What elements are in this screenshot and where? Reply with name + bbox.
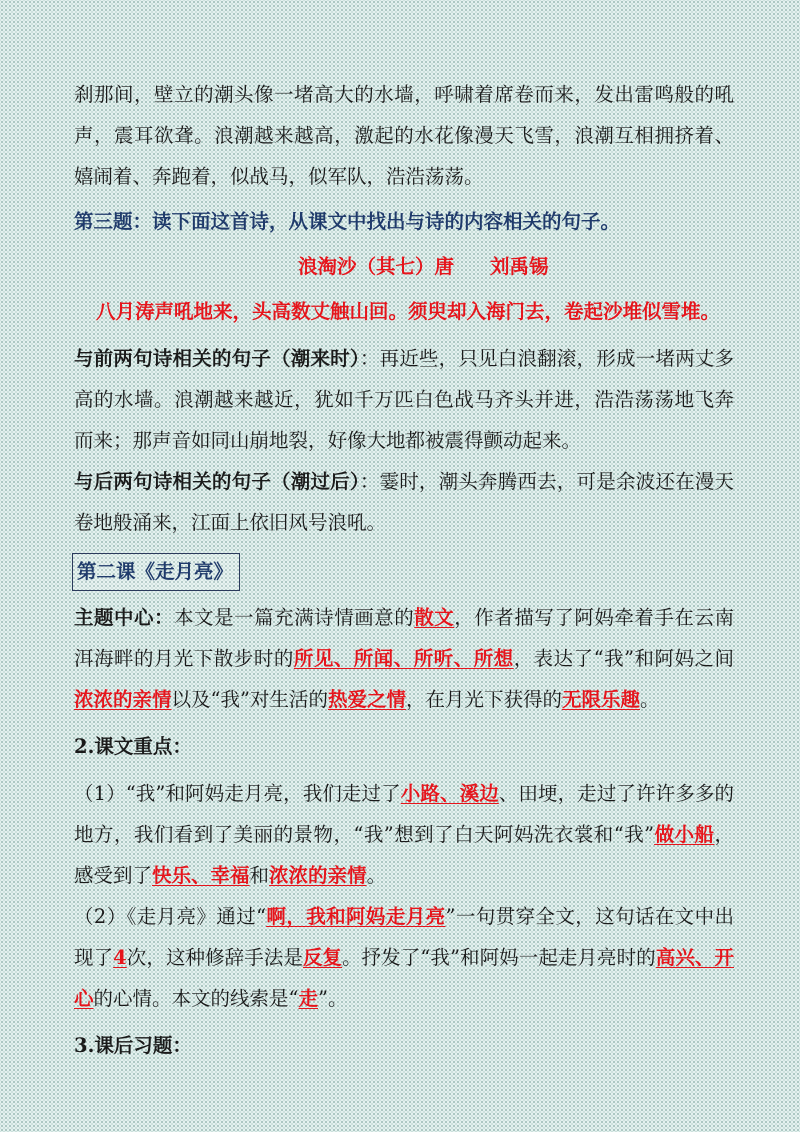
poem-title: 浪淘沙（其七）唐 xyxy=(298,255,455,278)
question-3-heading: 第三题：读下面这首诗，从课文中找出与诗的内容相关的句子。 xyxy=(74,210,621,233)
related-front-paragraph xyxy=(74,338,734,461)
theme-text: ，表达了“我”和阿妈之间 xyxy=(513,647,734,670)
point-text: （1）“我”和阿妈走月亮，我们走过了 xyxy=(74,782,401,805)
poem-author: 刘禹锡 xyxy=(490,255,549,278)
point-text: 的心情。本文的线索是“ xyxy=(93,987,299,1010)
point-keyword: 4 xyxy=(113,946,127,969)
theme-keyword: 所见、所闻、所听、所想 xyxy=(293,647,514,670)
theme-paragraph xyxy=(74,597,734,720)
theme-text: 以及“我”对生活的 xyxy=(171,688,328,711)
theme-text: ，在月光下获得的 xyxy=(405,688,562,711)
point-keyword: 做小船 xyxy=(654,823,715,846)
related-back-text: ：霎时，潮头奔腾西去，可是余波还在漫天卷地般涌来，江面上依旧风号浪吼。 xyxy=(74,470,734,534)
point-keyword: 高兴、开心 xyxy=(74,946,734,1010)
point-text: 和 xyxy=(249,864,270,887)
theme-label: 主题中心： xyxy=(74,606,175,629)
lesson-title-box: 第二课《走月亮》 xyxy=(72,553,240,591)
point-text: ”一句贯穿全文，这句话在文中出现了 xyxy=(74,905,734,969)
point-keyword: 啊，我和阿妈走月亮 xyxy=(266,905,446,928)
point-text: 次，这种修辞手法是 xyxy=(126,946,303,969)
point-keyword: 反复 xyxy=(302,946,343,969)
point-1-paragraph xyxy=(74,773,734,896)
point-text: ，感受到了 xyxy=(74,823,734,887)
point-keyword: 走 xyxy=(298,987,319,1010)
theme-text: ，作者描写了阿妈牵着手在云南洱海畔的月光下散步时的 xyxy=(74,606,734,670)
theme-keyword: 浓浓的亲情 xyxy=(74,688,172,711)
theme-keyword: 热爱之情 xyxy=(327,688,406,711)
point-text: （2）《走月亮》通过“ xyxy=(74,905,267,928)
theme-keyword: 散文 xyxy=(414,606,455,629)
intro-paragraph: 刹那间，壁立的潮头像一堵高大的水墙，呼啸着席卷而来，发出雷鸣般的吼声，震耳欲聋。浪潮越来越高，激起的水花像漫天飞雪，浪潮互相拥挤着、嬉闹着、奔跑着，似战马，似军队，浩浩荡荡。 xyxy=(74,83,734,188)
poem-text: 八月涛声吼地来，头高数丈触山回。须臾却入海门去，卷起沙堆似雪堆。 xyxy=(96,300,721,323)
poem-title-line xyxy=(74,246,734,287)
point-keyword: 浓浓的亲情 xyxy=(269,864,367,887)
related-front-text: ：再近些，只见白浪翻滚，形成一堵两丈多高的水墙。浪潮越来越近，犹如千万匹白色战马齐头并进，浩浩荡荡地飞奔而来；那声音如同山崩地裂，好像大地都被震得颤动起来。 xyxy=(74,347,734,452)
related-back-label: 与后两句诗相关的句子（潮过后） xyxy=(74,470,360,493)
exercises-heading: 3.课后习题： xyxy=(74,1034,192,1057)
theme-keyword: 无限乐趣 xyxy=(562,688,641,711)
point-text: ”。 xyxy=(318,987,348,1010)
point-text: 。抒发了“我”和阿妈一起走月亮时的 xyxy=(342,946,656,969)
document-page xyxy=(74,74,734,1066)
point-text: 。 xyxy=(366,864,387,887)
related-back-paragraph xyxy=(74,461,734,543)
related-front-label: 与前两句诗相关的句子（潮来时） xyxy=(74,347,360,370)
point-keyword: 小路、溪边 xyxy=(400,782,499,805)
point-2-paragraph xyxy=(74,896,734,1019)
theme-text: 本文是一篇充满诗情画意的 xyxy=(174,606,415,629)
point-text: 、田埂，走过了许许多多的地方，我们看到了美丽的景物，“我”想到了白天阿妈洗衣裳和“我” xyxy=(74,782,734,846)
key-points-heading: 2.课文重点： xyxy=(74,735,192,758)
theme-text: 。 xyxy=(640,688,660,711)
point-keyword: 快乐、幸福 xyxy=(152,864,250,887)
